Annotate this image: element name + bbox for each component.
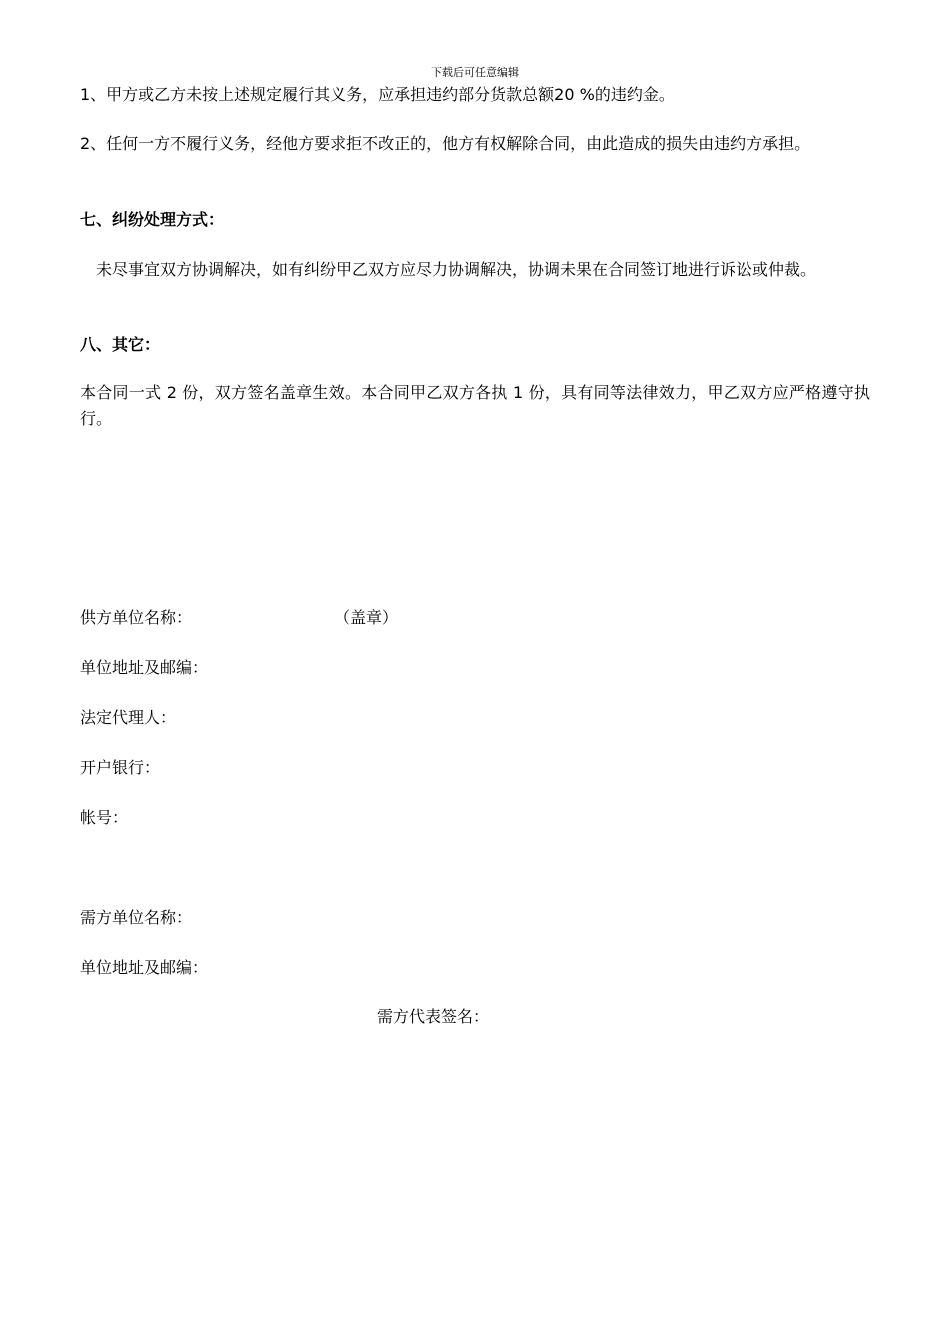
supplier-bank-label: 开户银行： [80,758,161,777]
supplier-legal-agent-label: 法定代理人： [80,708,177,727]
section-7-body: 未尽事宜双方协调解决，如有纠纷甲乙双方应尽力协调解决，协调未果在合同签订地进行诉讼或仲裁。 [96,260,817,279]
supplier-address-label: 单位地址及邮编： [80,658,209,677]
buyer-name-label: 需方单位名称： [80,908,193,927]
section-8-title: 八、其它： [80,335,161,354]
buyer-address-label: 单位地址及邮编： [80,958,209,977]
clause-2: 2、任何一方不履行义务，经他方要求拒不改正的，他方有权解除合同，由此造成的损失由违约方承担。 [80,134,811,153]
clause-1: 1、甲方或乙方未按上述规定履行其义务，应承担违约部分货款总额20 %的违约金。 [80,85,675,104]
supplier-account-label: 帐号： [80,808,129,827]
supplier-name-label: 供方单位名称： [80,608,193,627]
buyer-rep-signature-label: 需方代表签名： [377,1007,490,1026]
section-7-title: 七、纠纷处理方式： [80,210,225,229]
supplier-seal-label: （盖章） [334,608,399,627]
header-note: 下载后可任意编辑 [431,66,519,79]
section-8-body: 本合同一式 2 份，双方签名盖章生效。本合同甲乙双方各执 1 份，具有同等法律效力，甲乙双方应严格遵守执行。 [80,383,870,428]
